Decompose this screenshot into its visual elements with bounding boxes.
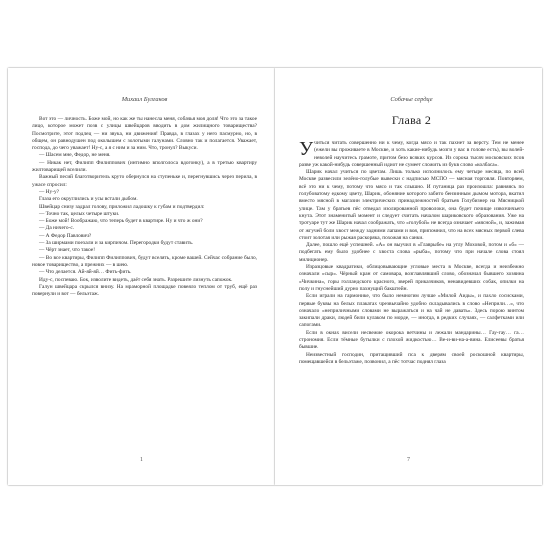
paragraph: Галун швейцара скрылся внизу. На мраморной площадке повеяло теплом от труб, ещё раз повернули и вот — бельэтаж. xyxy=(32,283,257,298)
paragraph: Швейцар снизу задрал голову, приложил ладошку к губам и подтвердил: xyxy=(39,203,205,210)
paragraph: — Что делается. Ай-яй-яй… Фить-фить. xyxy=(39,269,132,276)
paragraph: — Чёрт знает, что такое! xyxy=(39,247,96,254)
paragraph: Глаза его округлились и усы встали дыбом. xyxy=(39,196,138,203)
paragraph: — За ширмами поехали и за кирпичом. Перегородки будут ставить. xyxy=(39,240,194,247)
paragraph: — Шасем мне, Федор, не меня. xyxy=(39,152,111,159)
running-header: Михаил Булгаков xyxy=(121,96,168,103)
running-header: Собачье сердце xyxy=(390,96,433,103)
paragraph: — Точно так, целых четыре штуки. xyxy=(39,210,120,217)
paragraph: Важный песий благотворитель круто обернулся на ступеньке и, перегнувшись через перила, в ужасе спросил: xyxy=(32,174,257,188)
page-number: 1 xyxy=(140,457,143,463)
paragraph: Изразцовые квадратики, облицовывающие угловые места в Москве, всегда и неизбежно означали «сыр». Чёрный кран от самовара, возглавлявший слово, обозначал бывшего хозяина «Чичкина», горы голландского красного, зверей приказчиков, ненавидевших собак, опилки на полу и гнуснейший дурно пахнущий бакштейн. xyxy=(299,264,524,292)
paragraph: — Никак нет, Филипп Филиппович (интимно вполголоса вдогонку), а в третью квартиру жилтоварищей вселили. xyxy=(32,159,257,174)
paragraph: Неизвестный господин, притащивший пса к дверям своей роскошной квартиры, помещавшейся в бельэтаже, позвонил, а пёс тотчас поднял глаза xyxy=(299,351,524,365)
chapter-title: Глава 2 xyxy=(391,113,432,127)
paragraph: — А Федор Павлович? xyxy=(39,232,92,239)
paragraph: — Да ничего-с. xyxy=(39,225,75,232)
page-body xyxy=(299,140,524,366)
paragraph: — Ну-у? xyxy=(39,188,60,195)
paragraph: Если в окнах висели несвежие окорока ветчины и лежали мандарины… Гау-гау… га… строномия. Если тёмные бутылки с плохой жидкостью… Ве-и-ви-на-а-вина. Елисеевы братья бывшие. xyxy=(299,329,524,351)
paragraph: Шарик начал учиться по цветам. Лишь только исполнилось ему четыре месяца, по всей Москве развесили зелёно-голубые вывески с надписью МСПО — мясная торговля. Повторяем, всё это ни к чему, потому что мясо и так слышно. И путаница раз произошла: равняясь по голубоватому едкому цвету, Шарик, обоняние которого забито бензинным дымом мотора, вкатил вместо мясной в магазин электрических принадлежностей братьев Голубизнер на Мясницкой улице. Там у братьев пёс отведал изолированной проволоки, она будет почище извозчичьего кнута. Этот знаменитый момент и следует считать началом шариковского образования. Уже на тротуаре тут же Шарик начал соображать, что «голубой» не всегда означает «мясной», и, зажимая от жгучей боли хвост между задними лапами и воя, припомнил, что на всех мясных первой слева стоит золотая или рыжая раскоряка, похожая на санки. xyxy=(299,169,524,241)
page-body xyxy=(32,116,257,298)
page-number: 7 xyxy=(407,457,410,463)
paragraph: — Боже мой! Воображаю, что теперь будет в квартире. Ну и что ж они? xyxy=(39,218,203,225)
paragraph: Далее, пошло ещё успешней. «А» он выучил в «Главрыбе» на углу Моховой, потом и «б» — подбегать ему было удобнее с хвоста слова «рыба», потому что при начале слова стоял милиционер. xyxy=(299,242,524,263)
paragraph: Если играли на гармонике, что было немногим лучше «Милой Аиды», и пахло сосисками, первые буквы на белых плакатах чрезвычайно удобно складывались в слово «Неприли…», что означало «неприличными словами не выражаться и на чай не давать». Здесь порою винтом закипали драки, людей били кулаком по морде, — иногда, в редких случаях, — салфетками или сапогами. xyxy=(299,293,524,329)
left-page xyxy=(8,68,275,485)
paragraph: Иду-с, поспеваю. Бок, изволите видеть, даёт себя знать. Разрешите лизнуть сапожок. xyxy=(39,276,233,283)
paragraph: — Во все квартиры, Филипп Филиппович, будут вселять, кроме вашей. Сейчас собрание было, новое товарищество, а прежних — в шею. xyxy=(32,254,257,268)
paragraph: Вот это — личность. Боже мой, но как же ты нанесла меня, собачья моя доля! Что это за такое лицо, которое может позв с улицы швейцаров вводить в дом жилищного товарищества? Посмотрите, этот подлец — ни звука, ни движения! Правда, в глазах у него пасмурно, но, в общем, он равнодушен под околышем с золотыми галунами. Словно так и полагается. Уважает, господа, до чего уважает! Ну-с, а я с ним и за ним. Что, тронул? Выкуси. xyxy=(32,116,257,152)
paragraph-dropcap: Учиться читать совершенно ни к чему, когда мясо и так пахнет за версту. Тем не менее (ежели вы проживаете в Москве, и хоть какие-нибудь мозги у вас в голове есть), вы волей-неволей научитесь грамоте, притом безо всяких курсов. Из сорока тысяч московских псов разве уж какой-нибудь совершенный идиот не сумеет сложить из букв слово «колбаса». xyxy=(299,138,524,168)
right-page xyxy=(275,68,542,485)
